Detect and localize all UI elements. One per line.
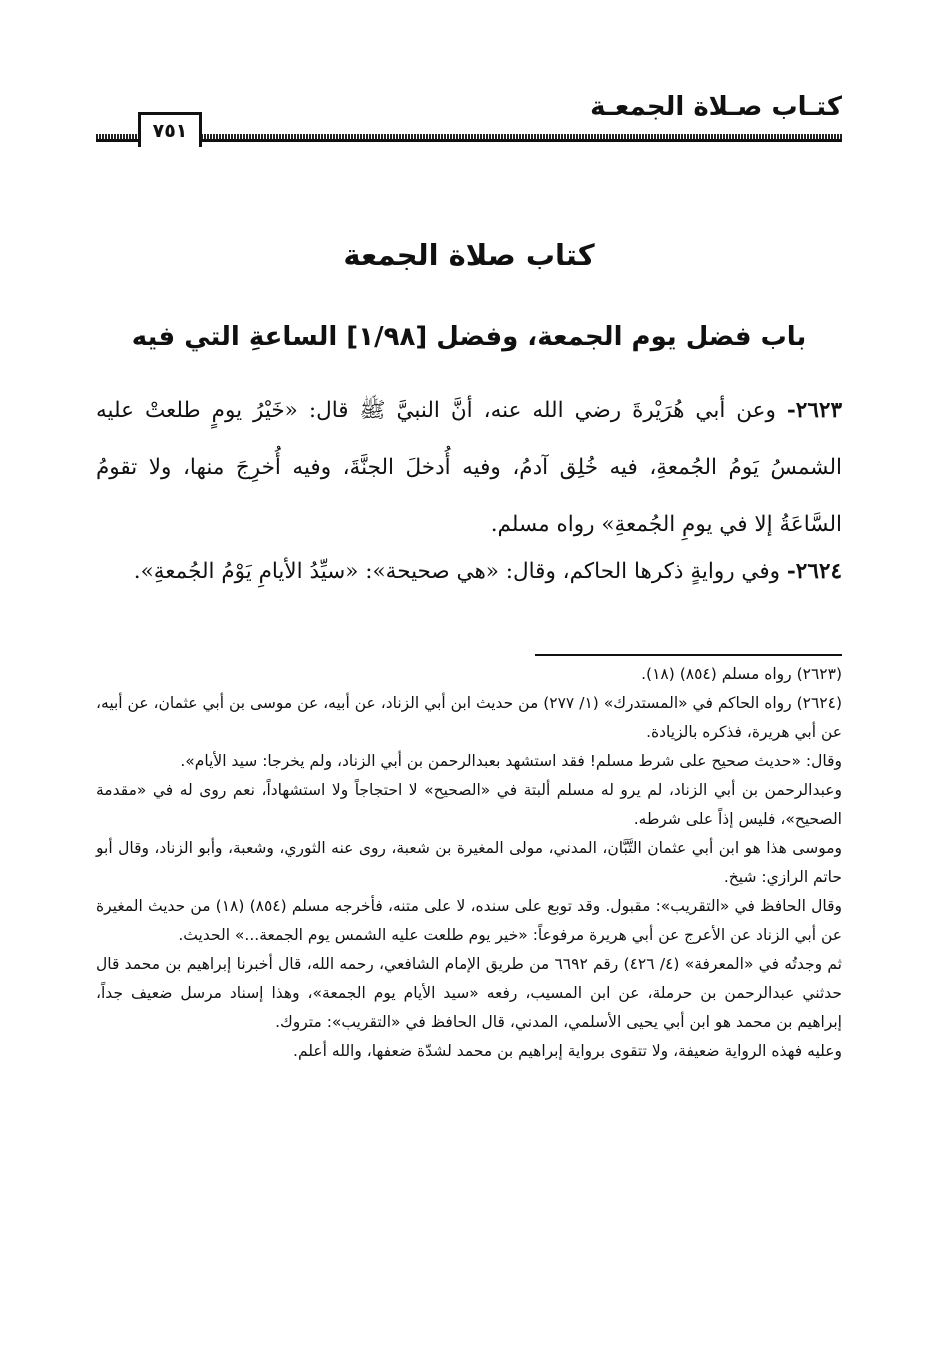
book-title: كتاب صلاة الجمعة: [343, 238, 595, 272]
footnote-separator: [535, 654, 842, 656]
footnote-text: وعبدالرحمن بن أبي الزناد، لم يرو له مسلم ألبتة في «الصحيح» لا احتجاجاً ولا استشهاداً، نعم روى له في «مقدمة الصحيح»، فليس إذاً على شرطه.: [96, 781, 842, 828]
footnotes: [96, 660, 842, 1066]
footnote-text: وقال الحافظ في «التقريب»: مقبول. وقد توبع على سنده، لا على متنه، فأخرجه مسلم (٨٥٤) (١٨) من حديث المغيرة عن أبي الزناد عن الأعرج عن أبي هريرة مرفوعاً: «خير يوم طلعت عليه الشمس يوم الجمعة...» الحديث.: [96, 897, 842, 944]
footnote-continuation: [96, 747, 842, 776]
hadith-text: وعن أبي هُرَيْرةَ رضي الله عنه، أنَّ النبيَّ ﷺ قال: «خَيْرُ يومٍ طلعتْ عليه الشمسُ يَومُ الجُمعةِ، فيه خُلِق آدمُ، وفيه أُدخلَ الجنَّةَ، وفيه أُخرِجَ منها، ولا تقومُ السَّاعَةُ إلا في يومِ الجُمعةِ» رواه مسلم.: [96, 398, 842, 537]
footnote-number: (٢٦٢٤): [796, 694, 842, 712]
header-rule-solid: [96, 139, 842, 142]
footnote-text: ثم وجدتُه في «المعرفة» (٤/ ٤٢٦) رقم ٦٦٩٢ من طريق الإمام الشافعي، رحمه الله، قال أخبرنا إبراهيم بن محمد قال حدثني عبدالرحمن بن حرملة، عن ابن المسيب، رفعه «سيد الأيام يوم الجمعة»، وهذا إسناد مرسل ضعيف جداً، إبراهيم بن محمد هو ابن أبي يحيى الأسلمي، المدني، قال الحافظ في «التقريب»: متروك.: [96, 955, 843, 1031]
hadith-paragraph: [96, 382, 842, 553]
footnote-continuation: [96, 950, 842, 1037]
hadith-paragraph: [96, 543, 842, 600]
hadith-number: ٢٦٢٣-: [786, 398, 842, 423]
page-number: ٧٥١: [138, 112, 202, 147]
footnote-continuation: [96, 1037, 842, 1066]
running-title: كتـاب صـلاة الجمعـة: [590, 92, 842, 122]
footnote-text: وعليه فهذه الرواية ضعيفة، ولا تتقوى برواية إبراهيم بن محمد لشدّة ضعفها، والله أعلم.: [293, 1042, 842, 1060]
footnote: [96, 689, 842, 747]
page-header: [96, 92, 842, 148]
footnote-text: رواه الحاكم في «المستدرك» (١/ ٢٧٧) من حديث ابن أبي الزناد، عن أبيه، عن موسى بن أبي عثمان، عن أبيه، عن أبي هريرة، فذكره بالزيادة.: [96, 694, 842, 741]
footnote-text: رواه مسلم (٨٥٤) (١٨).: [641, 665, 792, 683]
chapter-title: باب فضل يوم الجمعة، وفضل [١/٩٨] الساعةِ التي فيه: [131, 322, 807, 352]
footnote-text: وقال: «حديث صحيح على شرط مسلم! فقد استشهد بعبدالرحمن بن أبي الزناد، ولم يخرجا: سيد الأيام».: [180, 752, 842, 770]
footnote-continuation: [96, 834, 842, 892]
footnote-text: وموسى هذا هو ابن أبي عثمان التَّبَّان، المدني، مولى المغيرة بن شعبة، روى عنه الثوري، وشعبة، وأبو الزناد، وقال أبو حاتم الرازي: شيخ.: [96, 839, 842, 886]
header-rule: [96, 132, 842, 142]
footnote-continuation: [96, 892, 842, 950]
hadith-number: ٢٦٢٤-: [786, 559, 842, 584]
footnote-number: (٢٦٢٣): [796, 665, 842, 683]
footnote-continuation: [96, 776, 842, 834]
footnote: [96, 660, 842, 689]
hadith-text: وفي روايةٍ ذكرها الحاكم، وقال: «هي صحيحة»: «سيِّدُ الأيامِ يَوْمُ الجُمعةِ».: [133, 559, 781, 584]
